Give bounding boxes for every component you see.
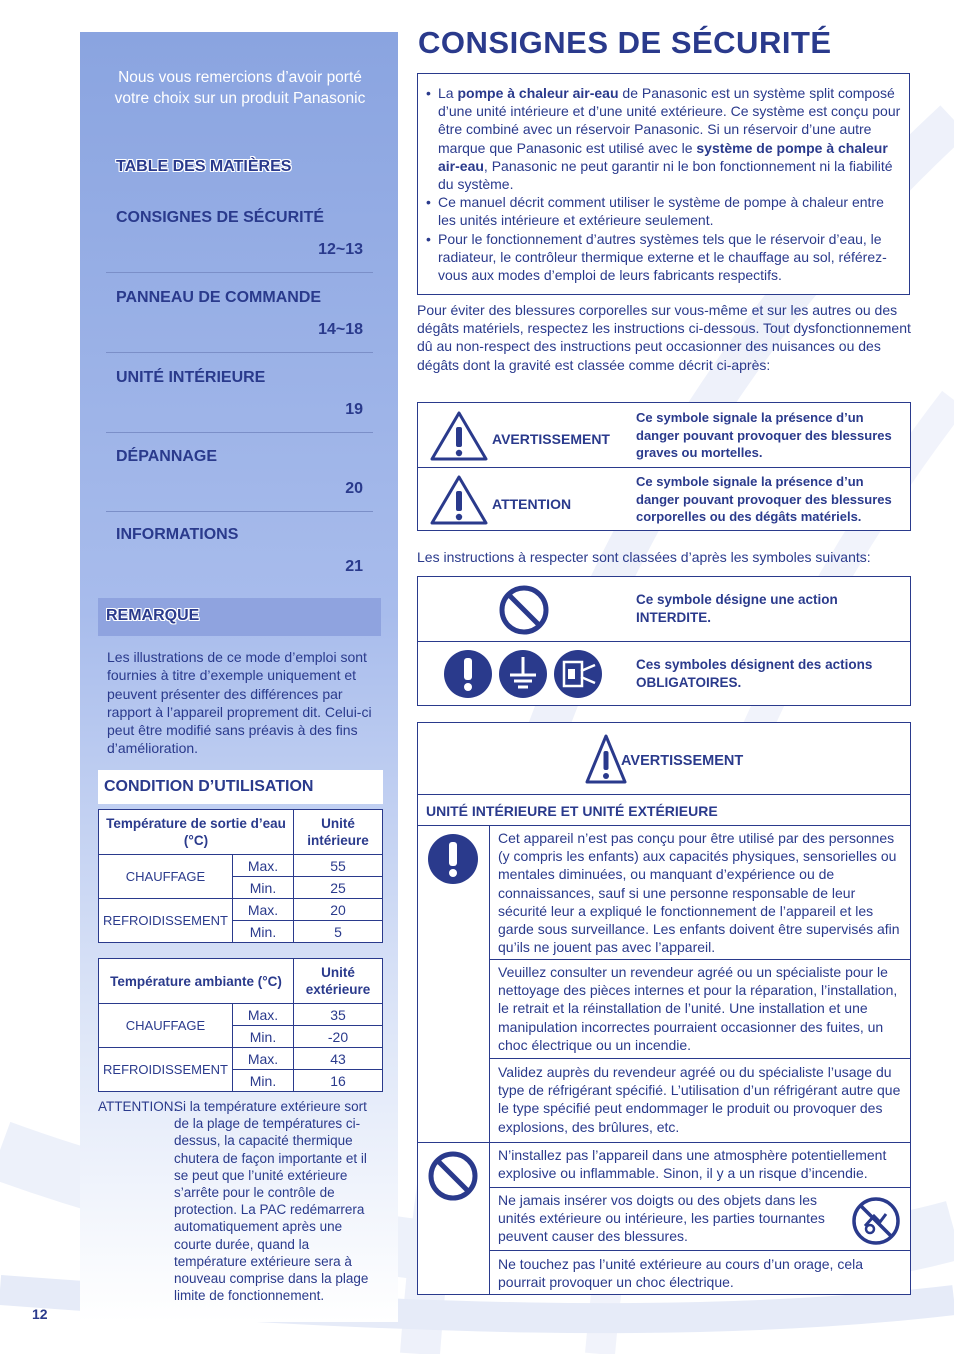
- page-number: 12: [32, 1306, 48, 1322]
- table-header: Unité intérieure: [294, 810, 383, 855]
- bullet-bold: système de pompe à chaleur air-eau: [438, 139, 888, 174]
- divider: [489, 1187, 910, 1188]
- prohibited-icon: [498, 584, 550, 636]
- severity-label: AVERTISSEMENT: [492, 431, 610, 447]
- symbol-row: [418, 577, 910, 642]
- divider: [418, 825, 910, 826]
- remark-header: [98, 598, 381, 636]
- no-fingers-fan-icon: [850, 1196, 902, 1246]
- mode-cell: REFROIDISSEMENT: [99, 1048, 233, 1092]
- attention-text: Si la température extérieure sort de la plage de températures ci-dessus, la capacité thermique chutera de façon importante et il se peut que l’unité extérieure s’arrête pour le contrôle de protection. La PAC redémarrera automatiquement après une courte durée, quand la température extérieure sera à nouveau comprise dans la plage limite de fonctionnement.: [174, 1099, 369, 1304]
- divider: [418, 1142, 910, 1143]
- max-value: 55: [294, 855, 383, 877]
- max-label: Max.: [233, 1004, 294, 1026]
- remark-title: REMARQUE: [106, 607, 200, 624]
- intro-bullet: • Pour le fonctionnement d’autres systèmes tels que le réservoir d’eau, le radiateur, le contrôleur thermique externe et le chauffage au sol, référez-vous aux modes d’emploi de leurs fabricants respectifs.: [426, 230, 904, 285]
- min-value: 25: [294, 877, 383, 899]
- toc-item-unite[interactable]: [106, 353, 373, 433]
- max-label: Max.: [233, 1048, 294, 1070]
- warning-item: Ne jamais insérer vos doigts ou des objets dans les unités extérieure ou intérieure, les parties tournantes peuvent causer des blessures.: [498, 1192, 825, 1245]
- divider: [489, 1250, 910, 1251]
- mode-cell: CHAUFFAGE: [99, 855, 233, 899]
- toc-item-page: 20: [345, 480, 363, 497]
- severity-desc: Ce symbole signale la présence d’un danger pouvant provoquer des blessures corporelles ou des dégâts matériels.: [636, 474, 892, 524]
- prohibited-icon: [427, 1150, 479, 1202]
- mode-cell: CHAUFFAGE: [99, 1004, 233, 1048]
- toc-item-page: 14~18: [318, 321, 363, 338]
- toc-item-panneau[interactable]: [106, 273, 373, 353]
- min-label: Min.: [233, 877, 294, 899]
- max-label: Max.: [233, 855, 294, 877]
- min-value: 16: [294, 1070, 383, 1092]
- intro-text: Nous vous remercions d’avoir porté votre choix sur un produit Panasonic: [114, 69, 366, 107]
- warning-item: Veuillez consulter un revendeur agréé ou un spécialiste pour le nettoyage des pièces internes et pour la réparation, l’installation, le retrait et la réinstallation de l’unité. Une installation et une manipulation incorrectes pourraient occasionner des fuites, un choc électrique ou un incendie.: [498, 964, 898, 1053]
- condition-header: [98, 770, 383, 804]
- divider: [489, 1058, 910, 1059]
- page-title: CONSIGNES DE SÉCURITÉ: [418, 25, 832, 60]
- max-value: 20: [294, 899, 383, 921]
- toc-item-informations[interactable]: [106, 510, 373, 590]
- mandatory-action-icon: [443, 649, 493, 699]
- min-label: Min.: [233, 1026, 294, 1048]
- condition-title: CONDITION D’UTILISATION: [104, 778, 314, 795]
- toc-item-label: UNITÉ INTÉRIEURE: [116, 369, 266, 386]
- instructions-paragraph: Pour éviter des blessures corporelles sur vous-même et sur les autres ou des dégâts matériels, respectez les instructions ci-dessous. Tout dysfonctionnement dû au non-respect des instructions peut occasionner des nuisances ou des dégâts dont la gravité est classée comme décrit ci-après:: [417, 302, 911, 373]
- warning-table: [417, 722, 911, 1295]
- divider: [418, 794, 910, 795]
- warning-item: N’installez pas l’appareil dans une atmosphère potentiellement explosive ou inflammable. Sinon, il y a un risque d’incendie.: [498, 1147, 887, 1182]
- mandatory-action-icon: [427, 833, 479, 885]
- severity-label: ATTENTION: [492, 496, 572, 512]
- max-label: Max.: [233, 899, 294, 921]
- condition-table-outdoor: [98, 958, 383, 1092]
- divider: [489, 959, 910, 960]
- table-header: Température ambiante (°C): [99, 959, 294, 1004]
- intro-bullet: [426, 84, 904, 193]
- toc-item-depannage[interactable]: [106, 432, 373, 512]
- symbol-desc: Ces symboles désignent des actions OBLIGATOIRES.: [636, 657, 873, 690]
- warning-item: Validez auprès du revendeur agréé ou du spécialiste l’usage du type de réfrigérant spécifié. L’utilisation d’un réfrigérant autre que le type spécifié peut endommager le produit ou provoquer des explosions, des brûlures, etc.: [498, 1064, 901, 1135]
- earth-ground-icon: [498, 649, 548, 699]
- min-label: Min.: [233, 1070, 294, 1092]
- severity-row: [418, 468, 910, 531]
- warning-item: Ne touchez pas l’unité extérieure au cours d’un orage, cela pourrait provoquer un choc électrique.: [498, 1256, 863, 1291]
- divider: [489, 825, 490, 1295]
- severity-table: [417, 402, 911, 531]
- warning-triangle-icon: [429, 410, 489, 462]
- toc-item-label: DÉPANNAGE: [116, 448, 218, 465]
- table-header: Unité extérieure: [294, 959, 383, 1004]
- toc-item-page: 19: [345, 401, 363, 418]
- condition-table-indoor: [98, 809, 383, 943]
- bullet-text: , Panasonic ne peut garantir ni le bon fonctionnement ni la fiabilité du système.: [438, 157, 893, 193]
- max-value: 35: [294, 1004, 383, 1026]
- min-value: -20: [294, 1026, 383, 1048]
- bullet-bold: pompe à chaleur air-eau: [457, 85, 619, 101]
- toc-item-page: 21: [345, 558, 363, 575]
- min-value: 5: [294, 921, 383, 943]
- toc-item-label: INFORMATIONS: [116, 526, 239, 543]
- max-value: 43: [294, 1048, 383, 1070]
- severity-desc: Ce symbole signale la présence d’un danger pouvant provoquer des blessures graves ou mortelles.: [636, 410, 892, 460]
- toc-title: TABLE DES MATIÈRES: [116, 158, 292, 175]
- symbols-intro: Les instructions à respecter sont classées d’après les symboles suivants:: [417, 549, 871, 565]
- intro-box: [417, 73, 910, 295]
- bullet-text: La: [438, 85, 458, 101]
- toc-item-label: CONSIGNES DE SÉCURITÉ: [116, 209, 325, 226]
- intro-bullet: • Ce manuel décrit comment utiliser le système de pompe à chaleur entre les unités intérieure et extérieure seulement.: [426, 193, 904, 229]
- toc-item-label: PANNEAU DE COMMANDE: [116, 289, 322, 306]
- bullet-text: de Panasonic est un système split composé d’une unité intérieure et d’une unité extérieure. Ce système est conçu pour être combiné avec un réservoir Panasonic. Si un réservoir d’une autre marque que Panasonic est utilisé avec le: [438, 85, 901, 156]
- severity-row: [418, 403, 910, 468]
- table-header: Température de sortie d’eau (°C): [99, 810, 294, 855]
- caution-triangle-icon: [429, 474, 489, 526]
- warning-heading: AVERTISSEMENT: [621, 753, 744, 769]
- symbol-row: [418, 642, 910, 706]
- symbol-desc: Ce symbole désigne une action INTERDITE.: [636, 592, 838, 625]
- attention-label: ATTENTION:: [98, 1099, 178, 1114]
- unplug-icon: [553, 649, 603, 699]
- warning-item: Cet appareil n’est pas conçu pour être utilisé par des personnes (y compris les enfants) aux capacités physiques, sensorielles ou mentales diminuées, ou manquant d’expérience ou de connaissances, sauf si une personne responsable de leur sécurité leur a expliqué le fonctionnement de l’appareil et les garde sous surveillance. Les enfants doivent être supervisés afin qu’ils ne jouent pas avec l’appareil.: [498, 830, 900, 956]
- symbol-table: [417, 576, 911, 706]
- remark-text: Les illustrations de ce mode d’emploi sont fournies à titre d’exemple uniquement et peuvent présenter des différences par rapport à l’appareil proprement dit. Celui-ci peut être modifié sans préavis à des fins d’amélioration.: [107, 649, 372, 757]
- mode-cell: REFROIDISSEMENT: [99, 899, 233, 943]
- toc-item-page: 12~13: [318, 241, 363, 258]
- toc-item-consignes[interactable]: [106, 193, 373, 273]
- min-label: Min.: [233, 921, 294, 943]
- warning-subheading: UNITÉ INTÉRIEURE ET UNITÉ EXTÉRIEURE: [426, 803, 718, 819]
